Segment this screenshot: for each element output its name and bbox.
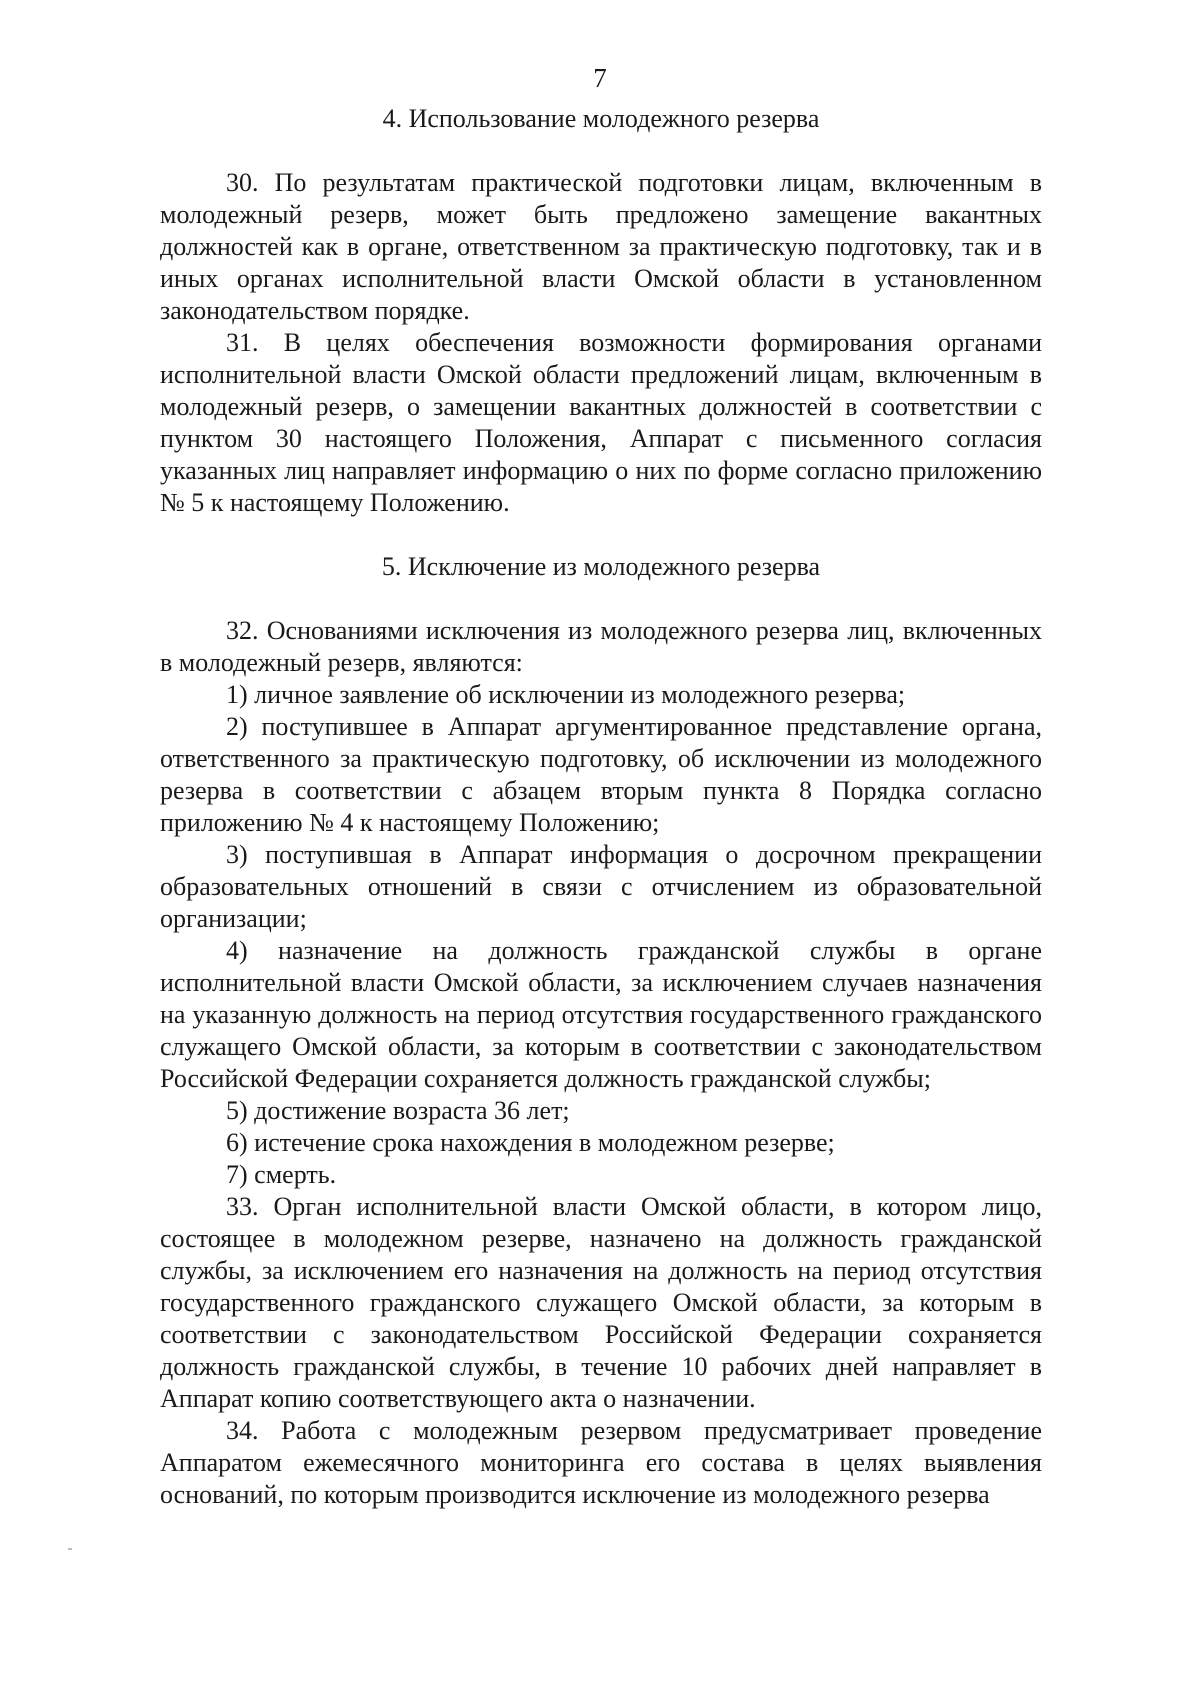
list-item-1: 1) личное заявление об исключении из молодежного резерва; — [226, 680, 906, 709]
list-item-2: 2) поступившее в Аппарат аргументированное представление органа, ответственного за практическую подготовку, об исключении из молодежного резерва в соответствии с абзацем вторым пункта 8 Порядка согласно приложению № 4 к настоящему Положению; — [160, 712, 1042, 837]
list-item-5: 5) достижение возраста 36 лет; — [226, 1096, 570, 1125]
list-item-4: 4) назначение на должность гражданской службы в органе исполнительной власти Омской области, за исключением случаев назначения на указанную должность на период отсутствия государственного гражданского служащего Омской области, за которым в соответствии с законодательством Российской Федерации сохраняется должность гражданской службы; — [160, 936, 1042, 1093]
list-item-6: 6) истечение срока нахождения в молодежном резерве; — [226, 1128, 835, 1157]
section-heading-5: 5. Исключение из молодежного резерва — [381, 552, 821, 581]
paragraph-32: 32. Основаниями исключения из молодежного резерва лиц, включенных в молодежный резерв, являются: — [160, 616, 1042, 677]
section-heading-4: 4. Использование молодежного резерва — [382, 104, 820, 133]
paragraph-31: 31. В целях обеспечения возможности формирования органами исполнительной власти Омской области предложений лицам, включенным в молодежный резерв, о замещении вакантных должностей в соответствии с пунктом 30 настоящего Положения, Аппарат с письменного согласия указанных лиц направляет информацию о них по форме согласно приложению № 5 к настоящему Положению. — [160, 328, 1042, 517]
list-item-7: 7) смерть. — [226, 1160, 337, 1189]
page-number: 7 — [593, 63, 607, 93]
scan-artifact — [68, 1548, 72, 1550]
document-body — [160, 103, 1042, 1511]
paragraph-33: 33. Орган исполнительной власти Омской области, в котором лицо, состоящее в молодежном резерве, назначено на должность гражданской службы, за исключением его назначения на должность на период отсутствия государственного гражданского служащего Омской области, за которым в соответствии с законодательством Российской Федерации сохраняется должность гражданской службы, в течение 10 рабочих дней направляет в Аппарат копию соответствующего акта о назначении. — [160, 1192, 1042, 1413]
list-item-3: 3) поступившая в Аппарат информация о досрочном прекращении образовательных отношений в связи с отчислением из образовательной организации; — [160, 840, 1042, 933]
paragraph-34: 34. Работа с молодежным резервом предусматривает проведение Аппаратом ежемесячного мониторинга его состава в целях выявления оснований, по которым производится исключение из молодежного резерва — [160, 1416, 1042, 1509]
paragraph-30: 30. По результатам практической подготовки лицам, включенным в молодежный резерв, может быть предложено замещение вакантных должностей как в органе, ответственном за практическую подготовку, так и в иных органах исполнительной власти Омской области в установленном законодательством порядке. — [160, 168, 1042, 325]
